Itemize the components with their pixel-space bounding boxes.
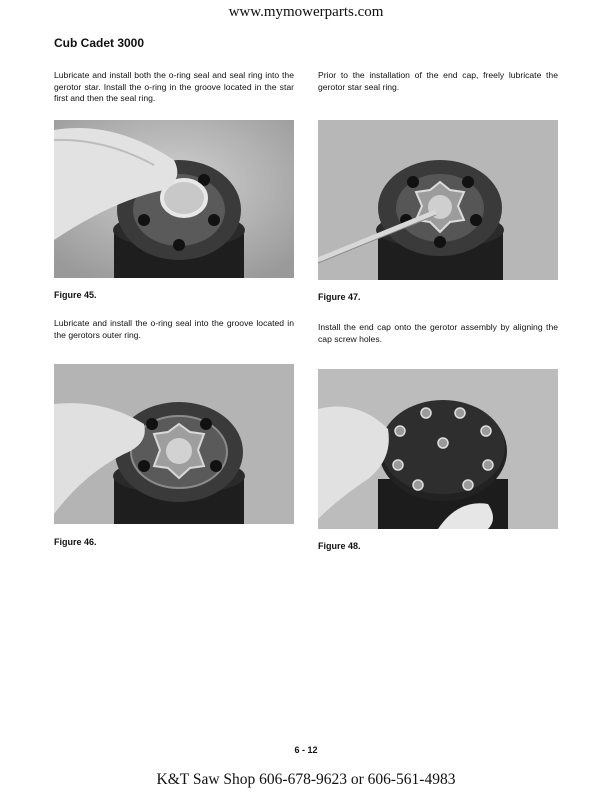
page-title: Cub Cadet 3000 (54, 36, 145, 50)
step-text-seal-ring: Lubricate and install both the o-ring seal and seal ring into the gerotor star. Install the o-ring in the groove located in the star first and then the seal ring. (54, 70, 294, 103)
figure-48-caption: Figure 48. (318, 541, 361, 551)
figure-45-photo (54, 120, 294, 278)
figure-46-photo (54, 364, 294, 524)
figure-45-caption: Figure 45. (54, 290, 97, 300)
figure-47-caption: Figure 47. (318, 292, 361, 302)
figure-48-photo (318, 369, 558, 529)
step-text-install-end-cap: Install the end cap onto the gerotor assembly by aligning the cap screw holes. (318, 322, 558, 344)
step-text-lubricate-star: Prior to the installation of the end cap, freely lubricate the gerotor star seal ring. (318, 70, 558, 92)
shop-contact-footer: K&T Saw Shop 606-678-9623 or 606-561-4983 (156, 771, 456, 788)
figure-46-caption: Figure 46. (54, 537, 97, 547)
figure-47-photo (318, 120, 558, 280)
step-text-outer-ring-oring: Lubricate and install the o-ring seal into the groove located in the gerotors outer ring. (54, 318, 294, 340)
page-number: 6 - 12 (294, 745, 318, 755)
website-header: www.mymowerparts.com (228, 4, 384, 20)
